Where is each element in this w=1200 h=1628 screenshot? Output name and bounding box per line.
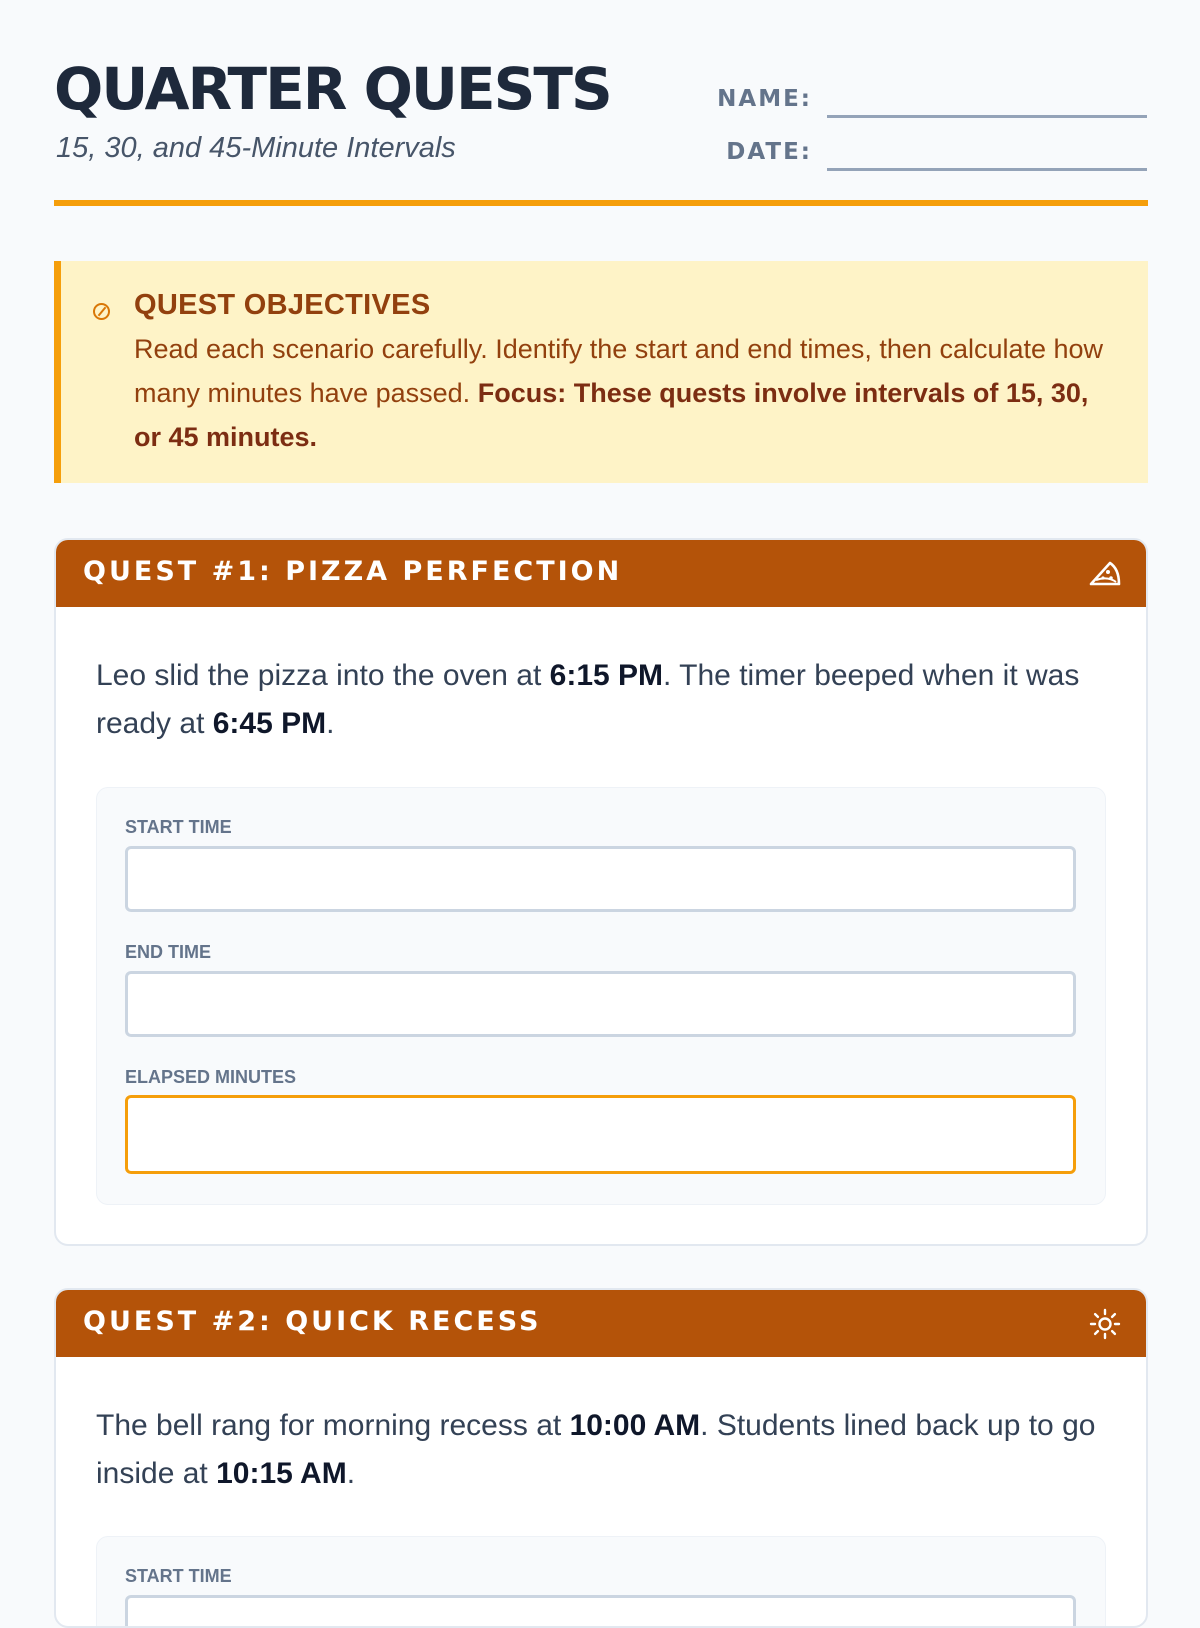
worksheet (54, 0, 1148, 1586)
date-label: DATE: (726, 139, 812, 165)
scenario-text: . (326, 707, 335, 740)
end-time-value: 10:15 AM (216, 1457, 347, 1490)
work-area (96, 1536, 1106, 1628)
start-time-label: START TIME (125, 1566, 232, 1586)
objectives-focus: Focus: These quests involve intervals of 15, 30, or 45 minutes. (134, 378, 1089, 452)
quest-scenario (96, 652, 1106, 748)
objectives-title: QUEST OBJECTIVES (134, 289, 431, 321)
quest-header (56, 540, 1146, 607)
start-time-value: 6:15 PM (549, 659, 664, 692)
work-area (96, 787, 1106, 1205)
end-time-value: 6:45 PM (212, 707, 327, 740)
objectives-instructions: Read each scenario carefully. Identify the start and end times, then calculate how many minutes have passed. (134, 334, 1104, 408)
start-time-value: 10:00 AM (569, 1409, 701, 1442)
scenario-text: . (346, 1457, 356, 1490)
worksheet-header (54, 0, 1148, 207)
objectives-text (134, 327, 1114, 459)
quest-title: QUEST #2: QUICK RECESS (83, 1306, 542, 1337)
name-label: NAME: (717, 86, 812, 112)
end-time-label: END TIME (125, 942, 212, 962)
end-time-input[interactable] (125, 971, 1076, 1037)
start-time-label: START TIME (125, 817, 232, 837)
quest-title: QUEST #1: PIZZA PERFECTION (83, 556, 623, 587)
page-title: QUARTER QUESTS (54, 55, 611, 123)
date-field[interactable] (827, 168, 1147, 171)
scenario-text: Leo slid the pizza into the oven at (96, 659, 550, 692)
elapsed-minutes-input[interactable] (125, 1095, 1076, 1174)
scenario-text: The bell rang for morning recess at (96, 1409, 570, 1442)
page-subtitle: 15, 30, and 45-Minute Intervals (56, 132, 456, 164)
sun-icon (1088, 1307, 1122, 1341)
header-divider (54, 200, 1148, 206)
elapsed-minutes-label: ELAPSED MINUTES (125, 1067, 297, 1087)
quest-scenario (96, 1402, 1106, 1498)
compass-icon (93, 303, 110, 320)
quest-card-2 (54, 1288, 1148, 1628)
scenario-text: . Students lined back up to go inside at (96, 1409, 1096, 1490)
name-field[interactable] (827, 115, 1147, 118)
pizza-icon (1088, 557, 1122, 591)
objectives-box (54, 261, 1148, 483)
quest-header (56, 1290, 1146, 1357)
quest-card-1 (54, 538, 1148, 1246)
scenario-text: . The timer beeped when it was ready at (96, 659, 1080, 740)
start-time-input[interactable] (125, 846, 1076, 912)
